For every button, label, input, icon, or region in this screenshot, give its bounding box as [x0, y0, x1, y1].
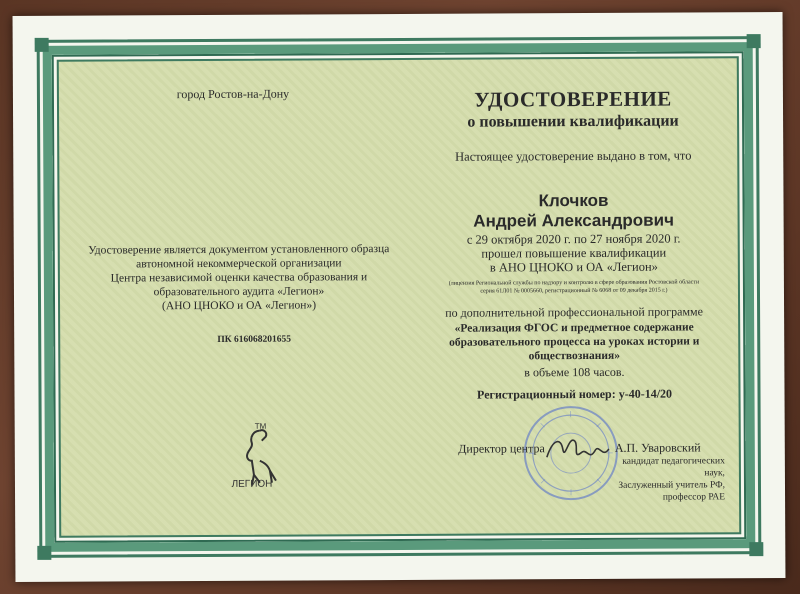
document-description [84, 242, 394, 314]
description-line: автономной некоммерческой организации [136, 257, 342, 271]
recipient-surname: Клочков [538, 190, 609, 211]
director-titles [605, 455, 725, 504]
director-label: Директор центра [458, 441, 545, 456]
corner-ornament [37, 546, 51, 560]
director-name: А.П. Уваровский [614, 440, 701, 455]
license-line: серия 61Л01 № 0005660, регистрационный № 6068 от 09 декабря 2015 г.) [480, 287, 668, 295]
title-line: Заслуженный учитель РФ, [618, 480, 726, 491]
recipient-name: Андрей Александрович [473, 210, 674, 231]
period-line: в АНО ЦНОКО и ОА «Легион» [489, 259, 658, 275]
corner-ornament [35, 38, 49, 52]
logo-text: ЛЕГИОН [231, 478, 273, 490]
license-info [414, 278, 734, 296]
description-line: (АНО ЦНОКО и ОА «Легион») [162, 299, 317, 313]
period-line: прошел повышение квалификации [481, 245, 667, 261]
certificate-subtitle: о повышении квалификации [467, 112, 679, 131]
director-signature [543, 431, 613, 467]
license-line: (лицензия Региональной службы по надзору и контролю в сфере образования Ростовской области [448, 279, 700, 287]
city-label: город Ростов-на-Дону [176, 86, 290, 102]
period-line: с 29 октября 2020 г. по 27 ноября 2020 г. [466, 231, 681, 247]
program-line: «Реализация ФГОС и предметное содержание [454, 321, 694, 335]
corner-ornament [749, 542, 763, 556]
title-line: профессор РАЕ [662, 492, 726, 503]
program-line: обществознания» [528, 349, 620, 363]
title-line: кандидат педагогических наук, [622, 456, 725, 479]
description-line: Удостоверение является документом установленного образца [88, 243, 390, 257]
description-line: Центра независимой оценки качества образования и [110, 271, 368, 285]
certificate-number: ПК 616068201655 [217, 334, 292, 345]
description-line: образовательного аудита «Легион» [153, 285, 325, 299]
program-line: образовательного процесса на уроках истории и [449, 335, 700, 349]
corner-ornament [747, 34, 761, 48]
registration-number: Регистрационный номер: у-40-14/20 [476, 386, 673, 402]
certificate-sheet [13, 12, 786, 582]
program-hours: в объеме 108 часов. [524, 364, 625, 380]
trademark-mark: TM [254, 421, 267, 431]
program-title [414, 320, 734, 364]
certificate-title: УДОСТОВЕРЕНИЕ [474, 86, 672, 112]
program-intro: по дополнительной профессиональной программе [445, 304, 703, 320]
issued-statement: Настоящее удостоверение выдано в том, что [455, 148, 692, 164]
training-period [414, 231, 734, 275]
